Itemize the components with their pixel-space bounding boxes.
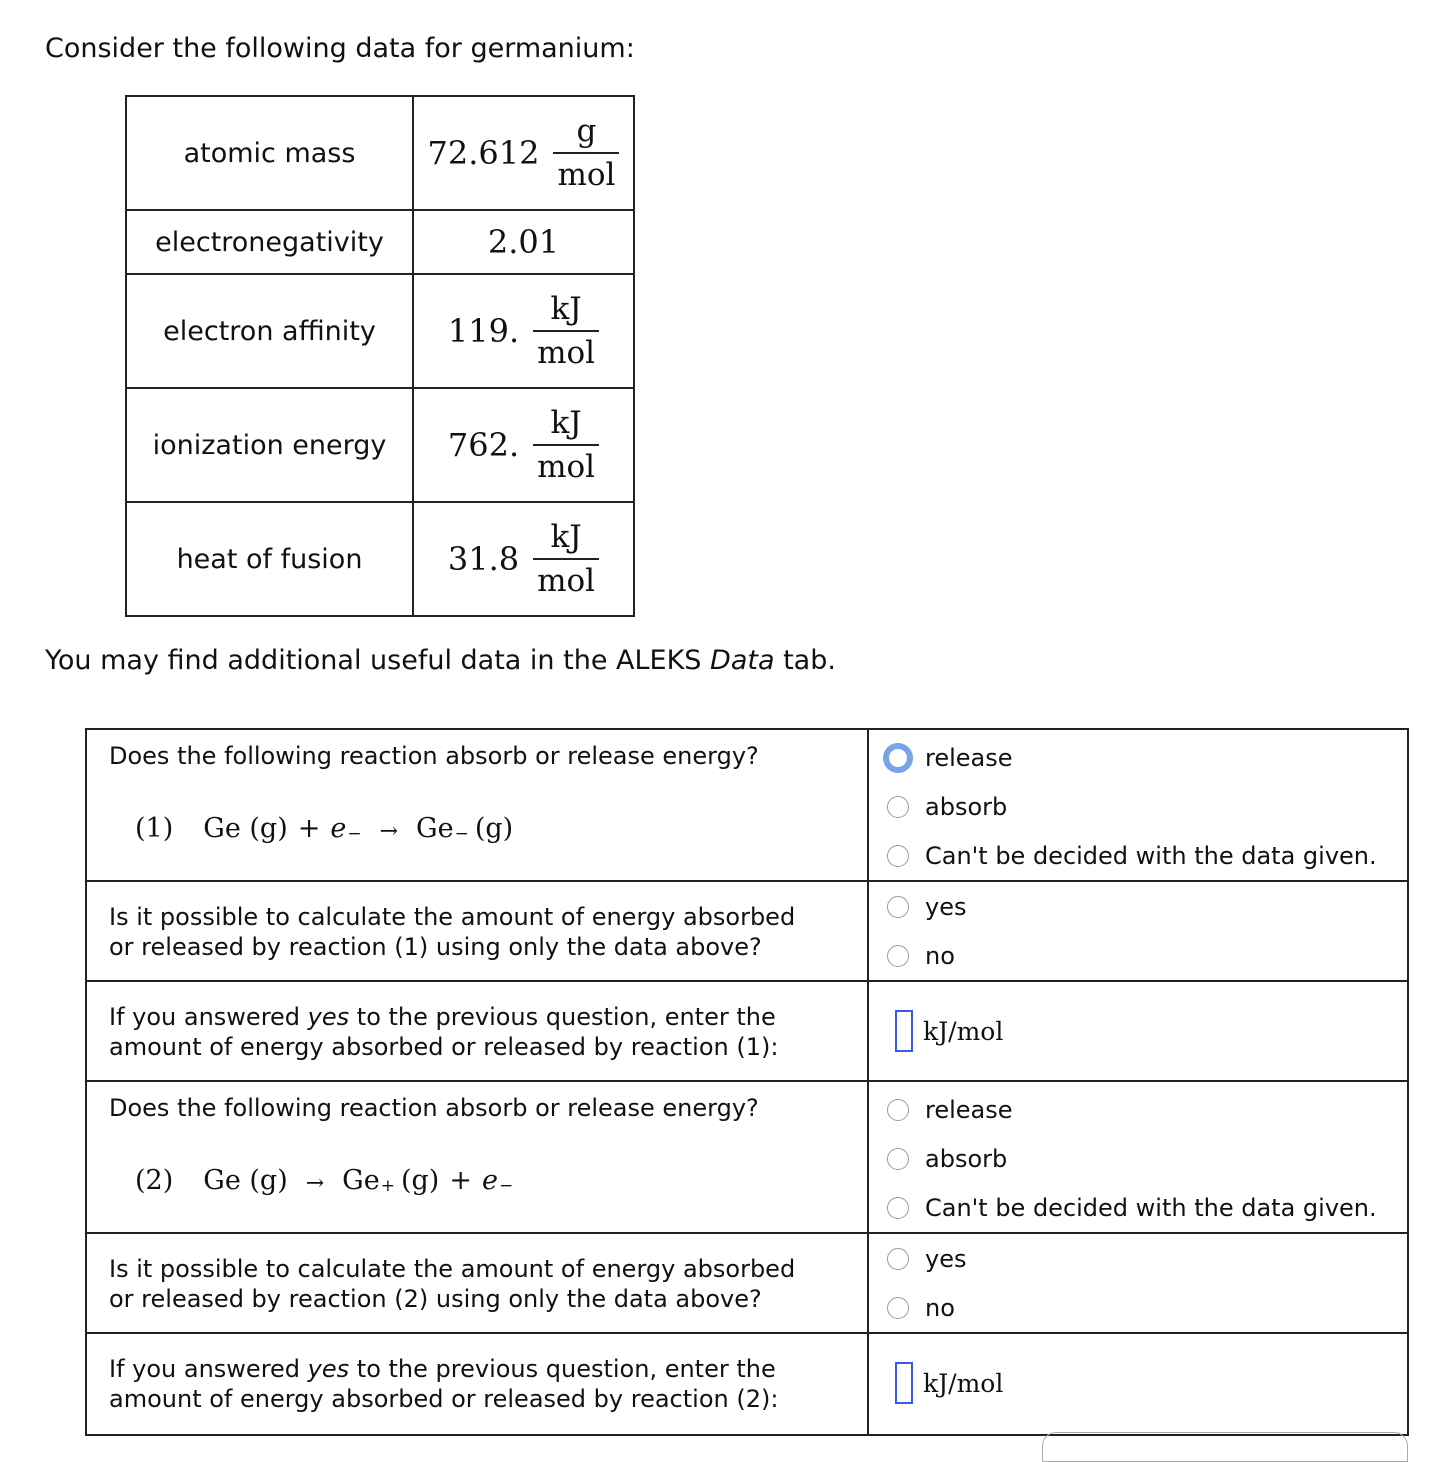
electron-charge: − xyxy=(347,824,362,844)
radio-button[interactable] xyxy=(887,896,909,918)
unit-fraction xyxy=(533,404,599,485)
data-row-electronegativity xyxy=(126,210,634,274)
question-text: Is it possible to calculate the amount of energy absorbed or released by reaction (2) using only the data above? xyxy=(109,1255,796,1313)
option-release[interactable] xyxy=(887,733,1407,782)
reactant: Ge (g) xyxy=(203,813,288,844)
question-text: If you answered yes to the previous question, enter the amount of energy absorbed or released by reaction (1): xyxy=(109,1003,779,1061)
question-row-3 xyxy=(86,981,1408,1081)
answer-entry-1 xyxy=(895,982,1407,1080)
radio-button[interactable] xyxy=(887,1297,909,1319)
plus-sign: + xyxy=(449,1165,472,1196)
data-row-ionization-energy xyxy=(126,388,634,502)
data-value: 31.8 xyxy=(447,540,520,578)
question-row-6 xyxy=(86,1333,1408,1435)
electron-charge: − xyxy=(498,1176,514,1196)
product: Ge xyxy=(416,813,454,844)
option-no[interactable] xyxy=(887,1283,1407,1332)
radio-button[interactable] xyxy=(887,1148,909,1170)
electron: e xyxy=(481,1165,498,1196)
question-table xyxy=(85,728,1409,1436)
option-label: no xyxy=(925,1293,955,1322)
option-yes[interactable] xyxy=(887,882,1407,931)
product: Ge xyxy=(342,1165,380,1196)
intro-text: Consider the following data for germanium: xyxy=(45,33,635,64)
radio-button[interactable] xyxy=(887,945,909,967)
option-label: absorb xyxy=(925,1144,1008,1173)
reactant: Ge (g) xyxy=(203,1165,288,1196)
reaction-arrow: → xyxy=(305,1171,325,1196)
data-label: electronegativity xyxy=(126,210,413,274)
question-text: If you answered yes to the previous question, enter the amount of energy absorbed or released by reaction (2): xyxy=(109,1355,779,1413)
answer-input[interactable] xyxy=(895,1362,913,1404)
data-value: 119. xyxy=(447,312,520,350)
product-charge: + xyxy=(380,1176,395,1196)
product-charge: − xyxy=(454,824,469,844)
option-no[interactable] xyxy=(887,931,1407,980)
data-value: 2.01 xyxy=(413,210,634,274)
data-row-heat-of-fusion xyxy=(126,502,634,616)
unit-denominator: mol xyxy=(533,444,599,483)
option-label: no xyxy=(925,941,955,970)
data-label: electron affinity xyxy=(126,274,413,388)
data-row-electron-affinity xyxy=(126,274,634,388)
plus-sign: + xyxy=(297,813,321,844)
reaction-number: (1) xyxy=(135,813,174,844)
emphasis-yes: yes xyxy=(307,1355,350,1383)
unit-fraction xyxy=(553,112,619,193)
radio-button[interactable] xyxy=(887,796,909,818)
unit-label: kJ/mol xyxy=(923,1016,1004,1046)
unit-label: kJ/mol xyxy=(923,1368,1004,1398)
option-absorb[interactable] xyxy=(887,1134,1407,1183)
option-absorb[interactable] xyxy=(887,782,1407,831)
option-label: release xyxy=(925,743,1013,772)
question-row-1 xyxy=(86,729,1408,881)
radio-button[interactable] xyxy=(887,845,909,867)
question-text: Does the following reaction absorb or release energy? xyxy=(109,1094,759,1122)
unit-numerator: kJ xyxy=(550,404,582,441)
unit-numerator: kJ xyxy=(550,290,582,327)
unit-denominator: mol xyxy=(553,152,619,191)
unit-fraction xyxy=(533,290,599,371)
option-label: yes xyxy=(925,1244,967,1273)
data-value: 72.612 xyxy=(427,134,540,172)
emphasis-yes: yes xyxy=(307,1003,350,1031)
unit-denominator: mol xyxy=(533,558,599,597)
option-label: release xyxy=(925,1095,1013,1124)
data-tab-reference: Data xyxy=(710,645,775,676)
reaction-1 xyxy=(135,813,867,844)
unit-fraction xyxy=(533,518,599,599)
reaction-number: (2) xyxy=(135,1165,174,1196)
unit-numerator: kJ xyxy=(550,518,582,555)
option-label: Can't be decided with the data given. xyxy=(925,841,1377,870)
question-text: Does the following reaction absorb or release energy? xyxy=(109,742,759,770)
germanium-data-table xyxy=(125,95,635,617)
question-row-5 xyxy=(86,1233,1408,1333)
unit-denominator: mol xyxy=(533,330,599,369)
option-label: yes xyxy=(925,892,967,921)
question-text: Is it possible to calculate the amount of energy absorbed or released by reaction (1) using only the data above? xyxy=(109,903,796,961)
data-label: ionization energy xyxy=(126,388,413,502)
reaction-2 xyxy=(135,1165,867,1196)
option-cannot-decide[interactable] xyxy=(887,1183,1407,1232)
question-row-2 xyxy=(86,881,1408,981)
radio-button[interactable] xyxy=(883,743,913,773)
data-label: heat of fusion xyxy=(126,502,413,616)
option-yes[interactable] xyxy=(887,1234,1407,1283)
answer-entry-2 xyxy=(895,1334,1407,1432)
data-value: 762. xyxy=(447,426,520,464)
option-release[interactable] xyxy=(887,1085,1407,1134)
question-row-4 xyxy=(86,1081,1408,1233)
data-tab-note xyxy=(45,645,836,676)
radio-button[interactable] xyxy=(887,1248,909,1270)
product-state: (g) xyxy=(400,1165,440,1196)
radio-button[interactable] xyxy=(887,1099,909,1121)
product-state: (g) xyxy=(474,813,514,844)
bottom-panel-edge xyxy=(1042,1432,1408,1462)
unit-numerator: g xyxy=(576,112,597,149)
data-label: atomic mass xyxy=(126,96,413,210)
radio-button[interactable] xyxy=(887,1197,909,1219)
answer-input[interactable] xyxy=(895,1010,913,1052)
note-text: You may find additional useful data in the ALEKS xyxy=(45,645,711,676)
option-label: Can't be decided with the data given. xyxy=(925,1193,1377,1222)
electron: e xyxy=(330,813,347,844)
note-text-end: tab. xyxy=(774,645,836,676)
option-cannot-decide[interactable] xyxy=(887,831,1407,880)
data-row-atomic-mass xyxy=(126,96,634,210)
reaction-arrow: → xyxy=(379,819,399,844)
option-label: absorb xyxy=(925,792,1008,821)
